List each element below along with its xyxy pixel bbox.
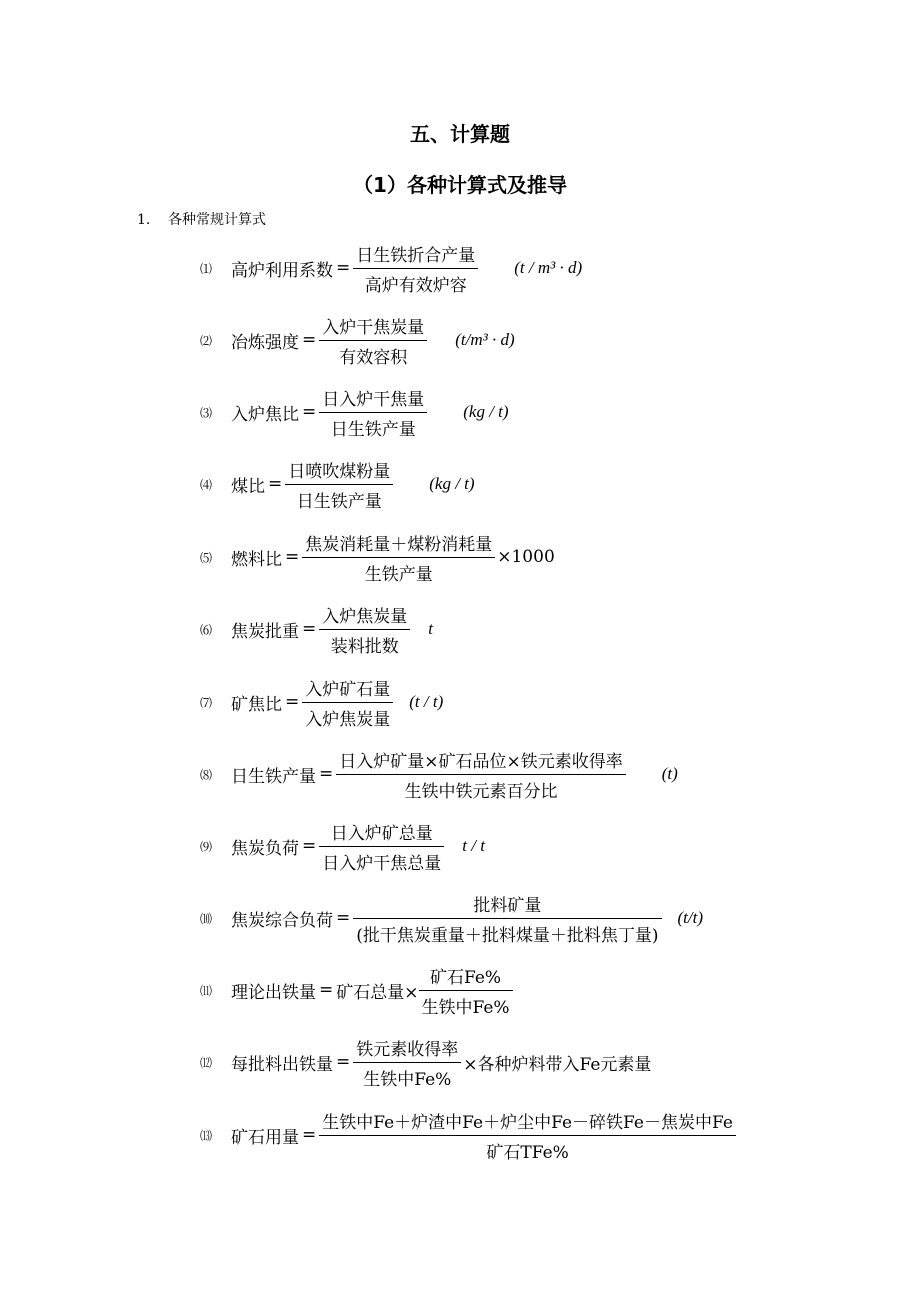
numerator: 入炉干焦炭量 xyxy=(319,313,427,341)
formula-row xyxy=(200,746,678,802)
fraction xyxy=(302,675,393,730)
formula-index: ⑽ xyxy=(200,911,213,926)
denominator: 生铁中铁元素百分比 xyxy=(404,781,558,802)
page-subtitle: （1）各种计算式及推导 xyxy=(353,173,567,197)
numerator: 批料矿量 xyxy=(353,891,661,919)
formula-row xyxy=(200,240,582,296)
fraction xyxy=(285,457,393,512)
formula-label: 焦炭综合负荷 xyxy=(231,910,333,931)
fraction xyxy=(319,385,427,440)
fraction xyxy=(419,963,513,1018)
formula-row xyxy=(200,674,443,730)
equals-sign: = xyxy=(302,619,317,639)
formula-index: ⑶ xyxy=(200,405,213,420)
formula-label: 焦炭负荷 xyxy=(231,838,299,859)
fraction xyxy=(319,313,427,368)
equals-sign: = xyxy=(319,764,334,784)
formula-index: ⑺ xyxy=(200,695,213,710)
prefix-term: 矿石总量× xyxy=(336,982,419,1003)
formula-index: ⑾ xyxy=(200,983,213,998)
unit: (t / t) xyxy=(409,692,444,711)
unit: (t) xyxy=(661,764,678,783)
numerator: 焦炭消耗量＋煤粉消耗量 xyxy=(302,530,495,558)
unit: t xyxy=(428,619,433,638)
numerator: 日喷吹煤粉量 xyxy=(285,457,393,485)
numerator: 入炉焦炭量 xyxy=(319,602,410,630)
denominator: 生铁中Fe% xyxy=(421,997,510,1018)
unit: (t / m³ · d) xyxy=(514,258,583,277)
unit: (t/t) xyxy=(677,908,704,927)
formula-index: ⑹ xyxy=(200,622,213,637)
numerator: 日入炉矿总量 xyxy=(319,819,444,847)
section-label: 各种常规计算式 xyxy=(168,212,266,228)
formula-label: 燃料比 xyxy=(231,549,282,570)
fraction xyxy=(336,747,626,802)
equals-sign: = xyxy=(336,908,351,928)
denominator: 日生铁产量 xyxy=(330,419,416,440)
fraction xyxy=(302,530,495,585)
formula-label: 矿焦比 xyxy=(231,694,282,715)
equals-sign: = xyxy=(336,258,351,278)
formula-row xyxy=(200,1034,651,1090)
denominator: 装料批数 xyxy=(330,636,399,657)
formula-label: 理论出铁量 xyxy=(231,982,316,1003)
formula-label: 高炉利用系数 xyxy=(231,260,333,281)
fraction xyxy=(319,602,410,657)
unit: (kg / t) xyxy=(463,402,509,421)
numerator: 生铁中Fe＋炉渣中Fe＋炉尘中Fe－碎铁Fe－焦炭中Fe xyxy=(319,1108,736,1136)
equals-sign: = xyxy=(285,692,300,712)
formula-row xyxy=(200,962,513,1018)
denominator: 矿石TFe% xyxy=(486,1142,569,1163)
numerator: 日生铁折合产量 xyxy=(353,241,478,269)
formula-row xyxy=(200,818,485,874)
formula-label: 冶炼强度 xyxy=(231,332,299,353)
formula-label: 焦炭批重 xyxy=(231,621,299,642)
formula-index: ⒀ xyxy=(200,1128,213,1143)
formula-index: ⑴ xyxy=(200,261,213,276)
formula-label: 入炉焦比 xyxy=(231,404,299,425)
denominator: 生铁产量 xyxy=(364,564,433,585)
formula-row xyxy=(200,890,703,946)
numerator: 矿石Fe% xyxy=(419,963,513,991)
equals-sign: = xyxy=(302,330,317,350)
section-heading xyxy=(137,209,266,229)
numerator: 入炉矿石量 xyxy=(302,675,393,703)
formula-row xyxy=(200,529,555,585)
formula-index: ⑷ xyxy=(200,477,213,492)
numerator: 铁元素收得率 xyxy=(353,1035,461,1063)
equals-sign: = xyxy=(302,836,317,856)
formula-index: ⑵ xyxy=(200,333,213,348)
equals-sign: = xyxy=(302,1125,317,1145)
formula-label: 日生铁产量 xyxy=(231,766,316,787)
formula-row xyxy=(200,1107,736,1163)
page-title: 五、计算题 xyxy=(410,122,510,146)
fraction xyxy=(353,891,661,946)
denominator: 日生铁产量 xyxy=(296,491,382,512)
unit: (kg / t) xyxy=(429,474,475,493)
formula-row xyxy=(200,384,509,440)
formula-index: ⑸ xyxy=(200,550,213,565)
formula-index: ⑿ xyxy=(200,1055,213,1070)
formula-row xyxy=(200,312,515,368)
fraction xyxy=(319,1108,736,1163)
formula-row xyxy=(200,601,433,657)
denominator: 日入炉干焦总量 xyxy=(322,853,442,874)
suffix-term: ×各种炉料带入Fe元素量 xyxy=(463,1054,652,1075)
denominator: 高炉有效炉容 xyxy=(364,275,467,296)
equals-sign: = xyxy=(285,547,300,567)
fraction xyxy=(353,241,478,296)
denominator: (批干焦炭重量＋批料煤量＋批料焦丁量) xyxy=(356,925,659,946)
equals-sign: = xyxy=(336,1052,351,1072)
multiplier: ×1000 xyxy=(497,547,555,567)
unit: (t/m³ · d) xyxy=(455,330,515,349)
equals-sign: = xyxy=(302,402,317,422)
numerator: 日入炉矿量×矿石品位×铁元素收得率 xyxy=(336,747,626,775)
denominator: 入炉焦炭量 xyxy=(305,709,391,730)
numerator: 日入炉干焦量 xyxy=(319,385,427,413)
unit: t / t xyxy=(462,836,485,855)
denominator: 有效容积 xyxy=(339,347,408,368)
fraction xyxy=(319,819,444,874)
fraction xyxy=(353,1035,461,1090)
equals-sign: = xyxy=(319,980,334,1000)
formula-label: 煤比 xyxy=(231,476,265,497)
formula-index: ⑻ xyxy=(200,767,213,782)
formula-index: ⑼ xyxy=(200,839,213,854)
equals-sign: = xyxy=(268,474,283,494)
section-number: 1. xyxy=(137,212,151,228)
formula-label: 矿石用量 xyxy=(231,1127,299,1148)
formula-row xyxy=(200,456,475,512)
formula-label: 每批料出铁量 xyxy=(231,1054,333,1075)
denominator: 生铁中Fe% xyxy=(363,1069,452,1090)
